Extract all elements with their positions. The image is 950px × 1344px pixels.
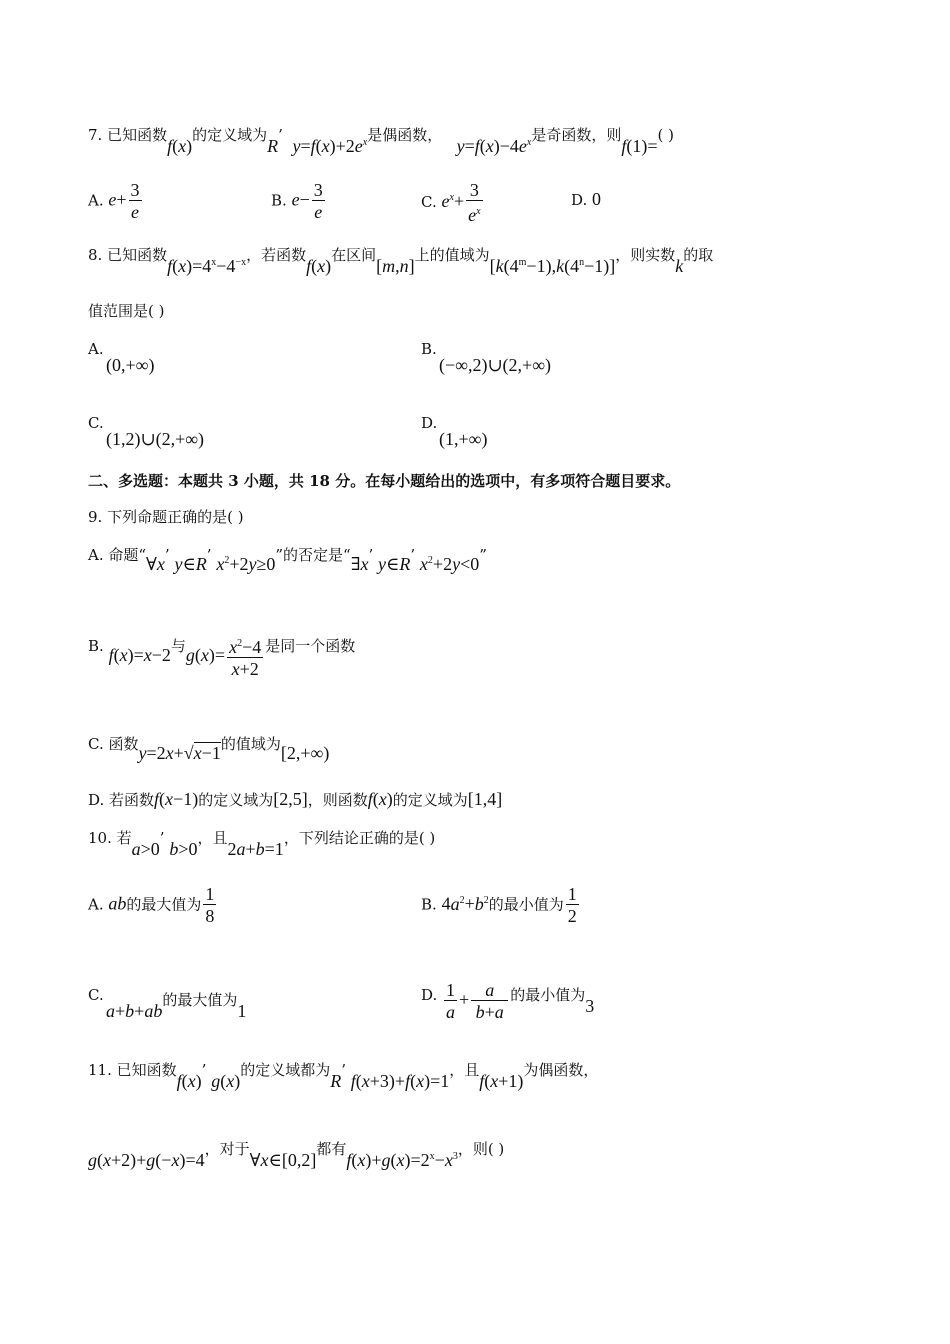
q8-option-a: A. (0,+∞) <box>88 340 155 375</box>
q11-stem-continued: g(x+2)+g(−x)=4，对于∀x∈[0,2]都有$f(x)+g(x)=2^x-x^3$，则( ) <box>88 1140 505 1170</box>
q10-stem: 10. 若a>0’ b>0，且2a+b=1，下列结论正确的是( ) <box>88 829 436 859</box>
q11-stem: 11. 已知函数f(x)’ g(x)的定义域都为R’ f(x+3)+f(x)=1，且f(x+1)为偶函数， <box>88 1061 599 1091</box>
q9-option-b: B. f(x)=x−2与g(x)= $\frac{x^2-4}{x+2}$ 是同一个函数 <box>88 634 355 680</box>
q8-stem-continued: 值范围是( ) <box>88 302 165 320</box>
q8-stem: 8. 已知函数$f(x)=4^x-4^{-x}$，若函数f(x)在区间[m,n]上的值域为$[k(4^m-1),k(4^n-1)]$，则实数k的取 <box>88 246 714 276</box>
q10-option-a: A. ab的最大值为 $\frac{1}{8}$ <box>88 884 215 926</box>
q10-option-c: C. a+b+ab的最大值为1 <box>88 986 247 1021</box>
q7-option-a: A. e+ $\frac{3}{e}$ <box>88 180 140 222</box>
q8-option-b: B. (−∞,2)∪(2,+∞) <box>421 340 552 375</box>
q9-option-d: D. 若函数f(x−1)的定义域为[2,5]，则函数f(x)的定义域为[1,4] <box>88 789 503 809</box>
q10-option-b: B. $4a^2+b^2$的最小值为 $\frac{1}{2}$ <box>421 884 577 926</box>
q7-option-c: C. $e^x+$ $\frac{3}{e^x}$ <box>421 180 481 225</box>
q8-option-d: D. (1,+∞) <box>421 414 488 449</box>
q7-option-b: B. e− $\frac{3}{e}$ <box>271 180 323 222</box>
q10-option-d: D. $\frac{1}{a}$ + $\frac{a}{b+a}$ 的最小值为3 <box>421 980 595 1022</box>
q8-option-c: C. (1,2)∪(2,+∞) <box>88 414 205 449</box>
section-heading: 二、多选题：本题共 3 小题，共 18 分。在每小题给出的选项中，有多项符合题目要求。 <box>88 472 681 490</box>
q9-option-c: C. 函数y=2x+√x−1的值域为[2,+∞) <box>88 735 330 763</box>
q7-option-d: D. 0 <box>571 189 602 209</box>
q7-stem: 7. 已知函数f(x)的定义域为R’ $y=f(x)+2e^x$是偶函数， $y=f(x)-4e^x$是奇函数，则f(1)=( ) <box>88 126 674 156</box>
q9-stem: 9. 下列命题正确的是( ) <box>88 508 244 526</box>
q9-option-a: A. 命题“∀x’ y∈R’ $x^2+2y\ge 0$”的否定是“∃x’ y∈R’ $x^2+2y<0$” <box>88 546 487 574</box>
